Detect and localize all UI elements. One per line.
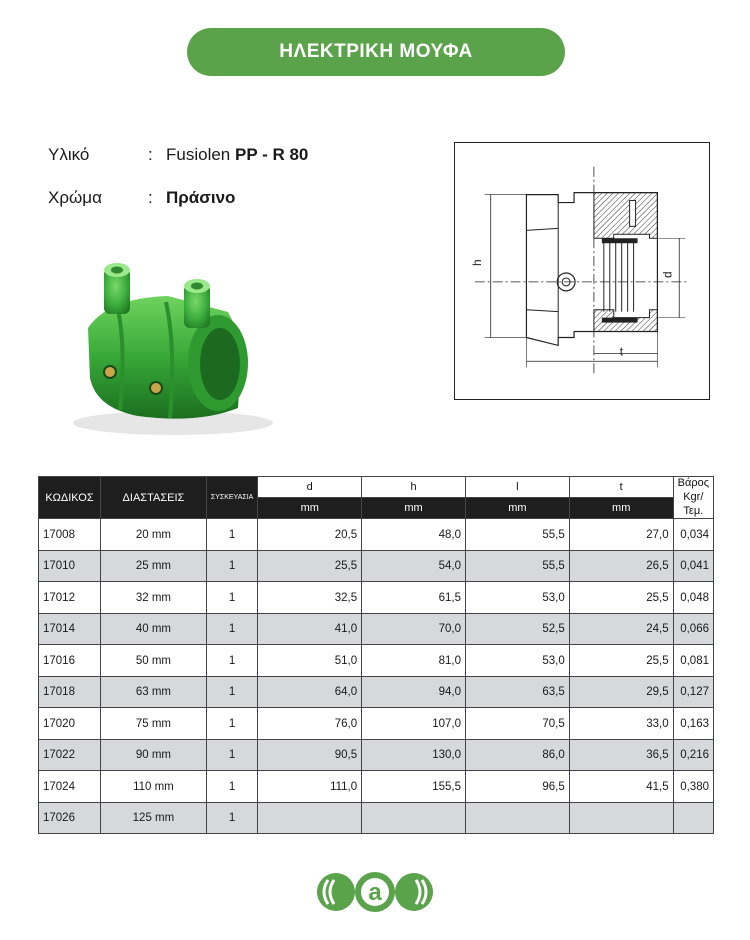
cell-weight: 0,034: [673, 519, 713, 551]
table-row: [39, 708, 714, 740]
cell-pack: 1: [206, 771, 257, 803]
cell-l: 53,0: [465, 645, 569, 677]
header-code: ΚΩΔΙΚΟΣ: [39, 477, 101, 519]
unit-h: mm: [362, 498, 466, 519]
material-separator: :: [148, 145, 153, 164]
unit-t: mm: [569, 498, 673, 519]
cell-h: [362, 802, 466, 834]
cell-pack: 1: [206, 708, 257, 740]
cell-t: 27,0: [569, 519, 673, 551]
table-row: [39, 550, 714, 582]
color-separator: :: [148, 188, 153, 207]
cell-code: 17026: [39, 802, 101, 834]
technical-drawing: [454, 142, 710, 400]
header-weight: Βάρος Kgr/Τεμ.: [673, 477, 713, 519]
cell-size: 63 mm: [100, 676, 206, 708]
cell-h: 81,0: [362, 645, 466, 677]
header-dimensions: ΔΙΑΣΤΑΣΕΙΣ: [100, 477, 206, 519]
material-value: [166, 145, 308, 165]
cell-d: 51,0: [258, 645, 362, 677]
cell-pack: 1: [206, 676, 257, 708]
cell-size: 110 mm: [100, 771, 206, 803]
header-h: h: [362, 477, 466, 498]
cell-t: 25,5: [569, 645, 673, 677]
material-row: [48, 145, 308, 165]
table-row: [39, 739, 714, 771]
cell-pack: 1: [206, 550, 257, 582]
table-row: [39, 519, 714, 551]
color-row: [48, 188, 235, 208]
cell-l: 52,5: [465, 613, 569, 645]
cell-t: 25,5: [569, 582, 673, 614]
header-d: d: [258, 477, 362, 498]
cell-l: 63,5: [465, 676, 569, 708]
drawing-label-h: h: [469, 259, 484, 267]
cell-t: 36,5: [569, 739, 673, 771]
cell-weight: [673, 802, 713, 834]
cell-d: 25,5: [258, 550, 362, 582]
cell-size: 75 mm: [100, 708, 206, 740]
cell-t: 41,5: [569, 771, 673, 803]
cell-h: 54,0: [362, 550, 466, 582]
drawing-label-d: d: [660, 271, 675, 278]
table-row: [39, 645, 714, 677]
cell-d: [258, 802, 362, 834]
cell-l: 53,0: [465, 582, 569, 614]
product-image: [48, 238, 288, 448]
cell-l: 70,5: [465, 708, 569, 740]
cell-h: 94,0: [362, 676, 466, 708]
table-row: [39, 676, 714, 708]
cell-l: 55,5: [465, 550, 569, 582]
table-row: [39, 613, 714, 645]
cell-d: 111,0: [258, 771, 362, 803]
cell-code: 17012: [39, 582, 101, 614]
cell-size: 20 mm: [100, 519, 206, 551]
cell-code: 17022: [39, 739, 101, 771]
cell-code: 17010: [39, 550, 101, 582]
header-package: ΣΥΣΚΕΥΑΣΙΑ: [206, 477, 257, 519]
cell-d: 76,0: [258, 708, 362, 740]
cell-h: 107,0: [362, 708, 466, 740]
cell-code: 17024: [39, 771, 101, 803]
cell-weight: 0,163: [673, 708, 713, 740]
cell-code: 17020: [39, 708, 101, 740]
drawing-label-t: t: [619, 344, 624, 359]
cell-code: 17014: [39, 613, 101, 645]
table-row: [39, 771, 714, 803]
cell-d: 32,5: [258, 582, 362, 614]
cell-size: 90 mm: [100, 739, 206, 771]
cell-pack: 1: [206, 519, 257, 551]
cell-d: 41,0: [258, 613, 362, 645]
cell-h: 70,0: [362, 613, 466, 645]
cell-l: 55,5: [465, 519, 569, 551]
header-t: t: [569, 477, 673, 498]
cell-t: 24,5: [569, 613, 673, 645]
cell-h: 155,5: [362, 771, 466, 803]
header-l: l: [465, 477, 569, 498]
cell-weight: 0,041: [673, 550, 713, 582]
cell-size: 25 mm: [100, 550, 206, 582]
cell-weight: 0,216: [673, 739, 713, 771]
color-value: Πράσινο: [166, 188, 236, 207]
cell-pack: 1: [206, 645, 257, 677]
cell-d: 90,5: [258, 739, 362, 771]
cell-t: 33,0: [569, 708, 673, 740]
specifications-table: [38, 476, 714, 834]
cell-code: 17008: [39, 519, 101, 551]
cell-pack: 1: [206, 613, 257, 645]
cell-weight: 0,066: [673, 613, 713, 645]
cell-weight: 0,380: [673, 771, 713, 803]
cell-h: 48,0: [362, 519, 466, 551]
cell-code: 17018: [39, 676, 101, 708]
cell-size: 32 mm: [100, 582, 206, 614]
material-prefix: Fusiolen: [166, 145, 231, 164]
table-row: [39, 802, 714, 834]
material-grade: PP - R 80: [235, 145, 309, 164]
cell-weight: 0,127: [673, 676, 713, 708]
unit-l: mm: [465, 498, 569, 519]
color-label: Χρώμα: [48, 188, 102, 207]
material-label: Υλικό: [48, 145, 90, 164]
cell-pack: 1: [206, 739, 257, 771]
svg-text:a: a: [368, 879, 382, 906]
table-header-row: [39, 477, 714, 498]
cell-h: 61,5: [362, 582, 466, 614]
cell-size: 50 mm: [100, 645, 206, 677]
cell-t: 26,5: [569, 550, 673, 582]
brand-logo: [314, 870, 436, 914]
cell-code: 17016: [39, 645, 101, 677]
cell-t: 29,5: [569, 676, 673, 708]
cell-weight: 0,048: [673, 582, 713, 614]
cell-d: 20,5: [258, 519, 362, 551]
cell-weight: 0,081: [673, 645, 713, 677]
cell-size: 125 mm: [100, 802, 206, 834]
cell-l: 86,0: [465, 739, 569, 771]
cell-pack: 1: [206, 802, 257, 834]
page-title: ΗΛΕΚΤΡΙΚΗ ΜΟΥΦΑ: [187, 28, 565, 76]
table-row: [39, 582, 714, 614]
cell-h: 130,0: [362, 739, 466, 771]
cell-l: 96,5: [465, 771, 569, 803]
cell-size: 40 mm: [100, 613, 206, 645]
cell-t: [569, 802, 673, 834]
cell-l: [465, 802, 569, 834]
cell-d: 64,0: [258, 676, 362, 708]
cell-pack: 1: [206, 582, 257, 614]
unit-d: mm: [258, 498, 362, 519]
